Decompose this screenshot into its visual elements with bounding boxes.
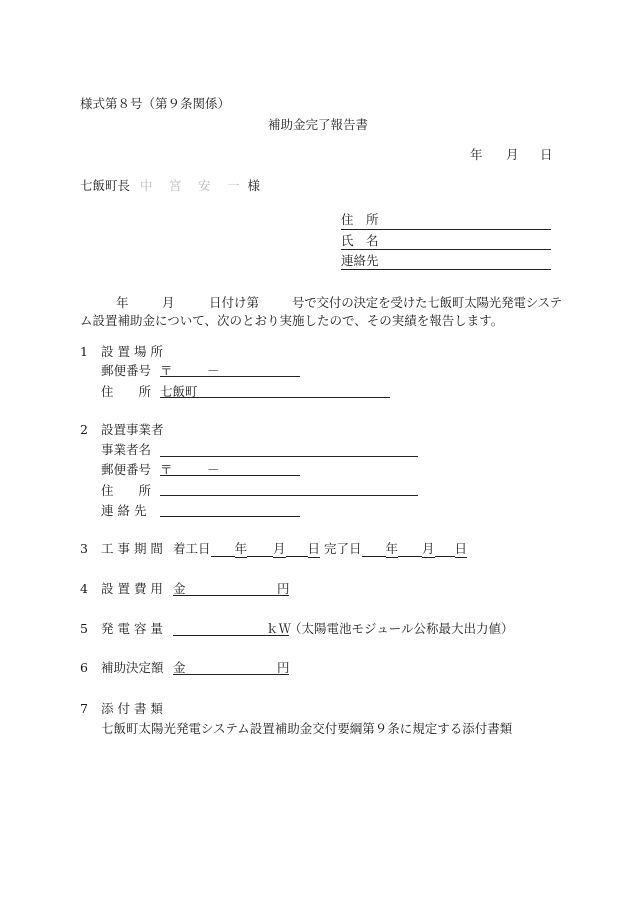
applicant-contact-label: 連絡先 [341,253,379,268]
s6-currency: 金 [173,660,186,675]
s1-postal-dash: － [207,363,220,378]
start-label: 着工日 [173,541,211,556]
s2-contact-line [160,516,300,517]
s5-capacity-line [173,635,289,636]
section4-title: 設 置 費 用 [101,581,163,596]
start-year: 年 [234,541,248,556]
end-day: 日 [454,541,468,556]
end-year: 年 [385,541,399,556]
s5-unit: ｋＷ [266,621,292,636]
start-day: 日 [307,541,321,556]
section6-title: 補助決定額 [101,660,164,675]
end-label: 完了日 [324,541,362,556]
s4-currency: 金 [173,581,186,596]
s2-company-label: 事業者名 [101,442,152,457]
section5-title: 発 電 容 量 [101,621,163,636]
s4-amount-line [173,595,289,596]
s2-address-line [160,495,418,496]
s2-postal-mark: 〒 [160,462,173,477]
start-month: 月 [273,541,286,556]
addressee-suffix: 様 [247,178,261,193]
section7-number: 7 [80,701,88,716]
section2-title: 設置事業者 [101,422,164,437]
s2-postal-dash: － [207,462,220,477]
s1-postal-mark: 〒 [160,363,173,378]
s7-content: 七飯町太陽光発電システム設置補助金交付要綱第９条に規定する添付書類 [101,721,513,736]
date-day: 日 [540,147,553,162]
section1-number: 1 [80,344,88,359]
applicant-address-label: 住 所 [341,212,379,227]
addressee-prefix: 七飯町長 [80,178,131,193]
section6-number: 6 [80,660,88,675]
section5-number: 5 [80,621,88,636]
section3-title: 工 事 期 間 [101,541,163,556]
applicant-address-line [341,229,551,230]
end-month: 月 [422,541,435,556]
section1-title: 設 置 場 所 [101,344,163,359]
construction-end [324,541,467,557]
s1-address-line [160,397,390,398]
s2-contact-label: 連 絡 先 [101,503,147,518]
section3-number: 3 [80,541,88,556]
body-line2: ム設置補助金について、次のとおり実施したので、その実績を報告します。 [80,313,504,328]
body-line1-rest: 号で交付の決定を受けた七飯町太陽光発電システ [292,295,562,310]
s6-unit: 円 [277,660,290,675]
document-title: 補助金完了報告書 [268,117,369,132]
applicant-contact-line [341,269,551,270]
applicant-name-line [341,249,551,250]
s5-note: （太陽電池モジュール公称最大出力値） [289,621,514,636]
body-day-no: 日付け第 [209,295,260,310]
s2-postal-label: 郵便番号 [101,462,152,477]
date-year: 年 [470,147,483,162]
addressee [80,178,260,194]
s2-postal-line [160,475,300,476]
s1-postal-label: 郵便番号 [101,363,152,378]
section7-title: 添 付 書 類 [101,701,163,716]
s1-address-value: 七飯町 [160,384,198,399]
applicant-name-label: 氏 名 [341,233,379,248]
form-number: 様式第８号（第９条関係） [80,96,231,111]
construction-start [173,541,320,557]
s6-amount-line [173,674,289,675]
mayor-name: 中 宮 安 一 [140,178,242,193]
body-year: 年 [116,295,129,310]
section2-number: 2 [80,422,88,437]
s2-address-label: 住 所 [101,483,152,498]
s4-unit: 円 [277,581,290,596]
s2-company-line [160,456,418,457]
s1-address-label: 住 所 [101,384,152,399]
body-month: 月 [162,295,175,310]
s1-postal-line [160,376,300,377]
section4-number: 4 [80,581,88,596]
date-month: 月 [506,147,519,162]
